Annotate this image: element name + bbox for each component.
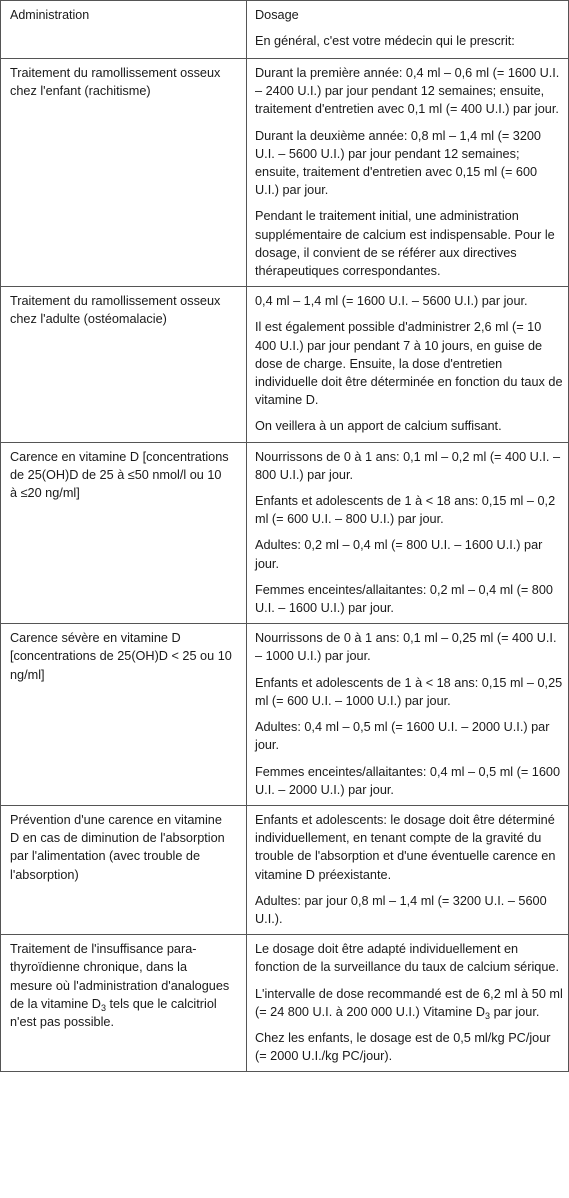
header-administration [1,1,247,59]
dosage-paragraph: Femmes enceintes/allaitantes: 0,4 ml – 0,5 ml (= 1600 U.I. – 2000 U.I.) par jour. [255,764,561,797]
table-row [1,442,569,624]
dosage-cell [247,59,569,287]
dosage-paragraph: Il est également possible d'administrer 2,6 ml (= 10 400 U.I.) par jour pendant 7 à 10 jours, en guise de dose de charge. Ensuite, la dose d'entretien individuelle doit être déterminée en fonction du taux de vitamine D. [255,320,563,408]
dosage-paragraph: Nourrissons de 0 à 1 ans: 0,1 ml – 0,25 ml (= 400 U.I. – 1000 U.I.) par jour. [255,631,557,664]
dosage-paragraph: Chez les enfants, le dosage est de 0,5 ml/kg PC/jour (= 2000 U.I./kg PC/jour). [255,1030,551,1064]
table-row [1,624,569,806]
administration-cell: Carence sévère en vitamine D [concentrations de 25(OH)D < 25 ou 10 ng/ml] [1,624,247,806]
dosage-cell [247,442,569,624]
administration-cell: Carence en vitamine D [concentrations de 25(OH)D de 25 à ≤50 nmol/l ou 10 à ≤20 ng/ml] [1,442,247,624]
table-row [1,59,569,287]
dosage-paragraph: L'intervalle de dose recommandé est de 6,2 ml à 50 ml (= 24 800 U.I. à 200 000 U.I.) Vitamine $D_3$ par jour. [255,986,563,1021]
dosage-paragraph: Durant la première année: 0,4 ml – 0,6 ml (= 1600 U.I. – 2400 U.I.) par jour pendant 12 semaines; ensuite, traitement d'entretien avec 0,1 ml (= 400 U.I.) par jour. [255,66,560,117]
dosage-paragraph: Femmes enceintes/allaitantes: 0,2 ml – 0,4 ml (= 800 U.I. – 1600 U.I.) par jour. [255,582,553,616]
header-dosage-title: Dosage [255,8,299,22]
dosage-paragraph: Enfants et adolescents: le dosage doit être déterminé individuellement, en tenant compte de la gravité du trouble de l'absorption et d'une éventuelle carence en vitamine D préexistante. [255,812,556,882]
dosage-cell [247,805,569,934]
dosage-paragraph: Adultes: 0,4 ml – 0,5 ml (= 1600 U.I. – 2000 U.I.) par jour. [255,720,550,753]
administration-cell: Traitement du ramollissement osseux chez l'adulte (ostéomalacie) [1,287,247,442]
header-dosage-note: En général, c'est votre médecin qui le prescrit: [255,34,515,49]
header-dosage [247,1,569,59]
dosage-cell [247,624,569,806]
dosage-paragraph: Enfants et adolescents de 1 à < 18 ans: 0,15 ml – 0,25 ml (= 600 U.I. – 1000 U.I.) par jour. [255,675,563,708]
dosage-paragraph: 0,4 ml – 1,4 ml (= 1600 U.I. – 5600 U.I.) par jour. [255,294,528,309]
header-administration-label: Administration [10,8,90,22]
dosage-paragraph: Adultes: 0,2 ml – 0,4 ml (= 800 U.I. – 1600 U.I.) par jour. [255,538,543,571]
dosage-paragraph: Nourrissons de 0 à 1 ans: 0,1 ml – 0,2 ml (= 400 U.I. – 800 U.I.) par jour. [255,449,561,482]
administration-cell: Traitement de l'insuffisance parathyroïdienne chronique, dans la mesure où l'administration d'analogues de la vitamine $D_3$ tels que le calcitriol n'est pas possible. [1,935,247,1072]
table-row [1,805,569,934]
dosage-paragraph: Adultes: par jour 0,8 ml – 1,4 ml (= 3200 U.I. – 5600 U.I.). [255,893,547,926]
dosage-paragraph: Enfants et adolescents de 1 à < 18 ans: 0,15 ml – 0,2 ml (= 600 U.I. – 800 U.I.) par jour. [255,494,556,527]
dosage-cell [247,935,569,1072]
table-row [1,935,569,1072]
table-row [1,287,569,442]
dosage-paragraph: On veillera à un apport de calcium suffisant. [255,419,502,434]
dosage-cell [247,287,569,442]
dosage-paragraph: Le dosage doit être adapté individuellement en fonction de la surveillance du taux de calcium sérique. [255,942,559,975]
table-header-row [1,1,569,59]
administration-cell: Traitement du ramollissement osseux chez l'enfant (rachitisme) [1,59,247,287]
dosage-paragraph: Pendant le traitement initial, une administration supplémentaire de calcium est indispensable. Pour le dosage, il convient de se référer aux directives thérapeutiques correspondantes. [255,209,555,279]
dosage-paragraph: Durant la deuxième année: 0,8 ml – 1,4 ml (= 3200 U.I. – 5600 U.I.) par jour pendant 12 semaines; ensuite, traitement d'entretien avec 0,15 ml (= 600 U.I.) par jour. [255,128,541,198]
administration-cell: Prévention d'une carence en vitamine D en cas de diminution de l'absorption par l'alimentation (avec trouble de l'absorption) [1,805,247,934]
